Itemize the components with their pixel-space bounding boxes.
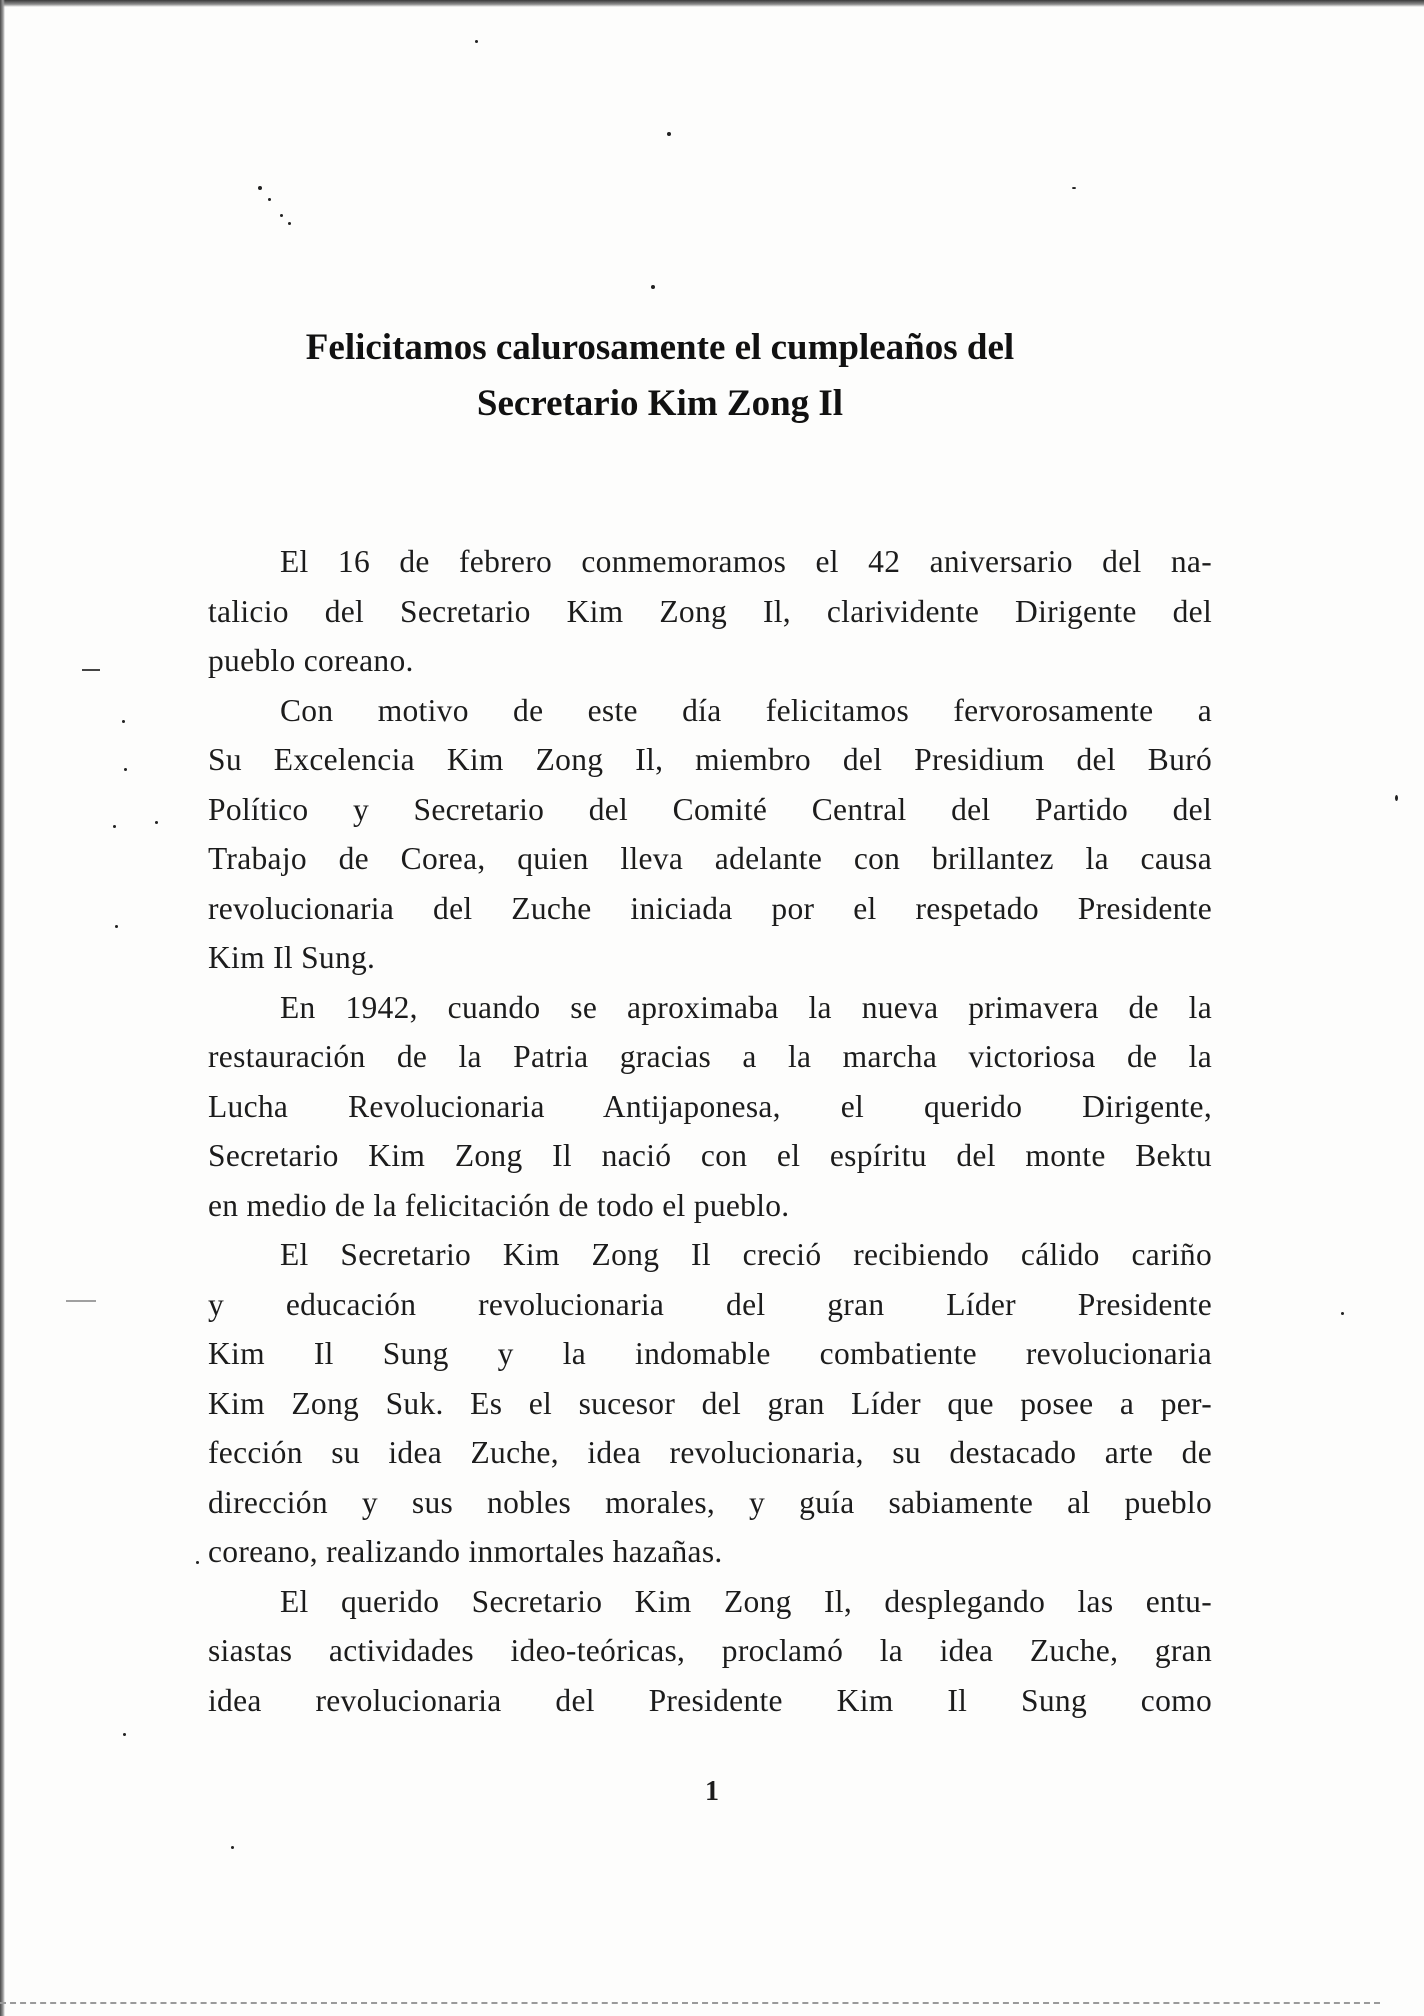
paragraph-line: Su Excelencia Kim Zong Il, miembro del Presidium del Buró xyxy=(208,742,1212,777)
paragraph-line: restauración de la Patria gracias a la marcha victoriosa de la xyxy=(208,1039,1212,1074)
scan-speck xyxy=(280,214,283,217)
title-line: Secretario Kim Zong Il xyxy=(476,383,844,424)
scan-speck xyxy=(268,198,271,201)
scan-mark xyxy=(66,1300,96,1302)
scan-speck xyxy=(124,768,127,771)
scan-speck xyxy=(1341,1312,1344,1315)
paragraph-line: Con motivo de este día felicitamos fervorosamente a xyxy=(280,692,1212,728)
paragraph-line: El querido Secretario Kim Zong Il, desplegando las entu- xyxy=(280,1583,1212,1619)
paragraph-line: Político y Secretario del Comité Central del Partido del xyxy=(208,791,1212,827)
paragraph-line: Lucha Revolucionaria Antijaponesa, el querido Dirigente, xyxy=(208,1088,1212,1124)
paragraph-line: coreano, realizando inmortales hazañas. xyxy=(208,1534,723,1569)
paragraph-line: en medio de la felicitación de todo el pueblo. xyxy=(208,1187,790,1223)
scan-speck xyxy=(1072,187,1076,189)
scan-speck xyxy=(1395,795,1398,801)
paragraph-line: Kim Il Sung. xyxy=(208,940,376,975)
paragraph-line: Kim Zong Suk. Es el sucesor del gran Líder que posee a per- xyxy=(208,1385,1212,1421)
paragraph-line: Kim Il Sung y la indomable combatiente revolucionaria xyxy=(208,1336,1212,1371)
paragraph-line: El 16 de febrero conmemoramos el 42 aniversario del na- xyxy=(280,544,1212,579)
paragraph-line: pueblo coreano. xyxy=(208,643,414,678)
body-text xyxy=(208,537,1212,1725)
scan-speck xyxy=(155,821,158,824)
paragraph-line: dirección y sus nobles morales, y guía sabiamente al pueblo xyxy=(208,1484,1212,1520)
scan-speck xyxy=(113,825,116,828)
scan-speck xyxy=(288,222,291,225)
paragraph-line: Secretario Kim Zong Il nació con el espíritu del monte Bektu xyxy=(208,1138,1212,1173)
paragraph-line: y educación revolucionaria del gran Líder Presidente xyxy=(208,1286,1212,1322)
scan-speck xyxy=(475,40,478,43)
scan-speck xyxy=(651,285,655,289)
scan-speck xyxy=(115,925,118,928)
paragraph-line: Trabajo de Corea, quien lleva adelante con brillantez la causa xyxy=(208,841,1212,876)
scan-edge-left xyxy=(0,0,5,2016)
paragraph-line: revolucionaria del Zuche iniciada por el respetado Presidente xyxy=(208,890,1212,926)
paragraph-line: siastas actividades ideo-teóricas, proclamó la idea Zuche, gran xyxy=(208,1633,1212,1668)
paragraph-line: En 1942, cuando se aproximaba la nueva primavera de la xyxy=(280,989,1212,1025)
document-title xyxy=(200,320,1120,432)
scan-speck xyxy=(231,1846,234,1849)
paragraph-line: talicio del Secretario Kim Zong Il, clarividente Dirigente del xyxy=(208,593,1212,629)
paragraph-line: El Secretario Kim Zong Il creció recibiendo cálido cariño xyxy=(280,1237,1212,1272)
scan-speck xyxy=(123,1733,126,1736)
scan-edge-top xyxy=(0,0,1424,7)
scan-speck xyxy=(196,1561,199,1564)
scan-speck xyxy=(122,720,125,723)
scan-speck xyxy=(258,186,262,190)
paragraph-line: fección su idea Zuche, idea revolucionaria, su destacado arte de xyxy=(208,1435,1212,1470)
scan-mark xyxy=(82,669,100,671)
title-line: Felicitamos calurosamente el cumpleaños del xyxy=(305,327,1015,368)
scan-edge-bottom xyxy=(0,2002,1380,2004)
paragraph-line: idea revolucionaria del Presidente Kim Il Sung como xyxy=(208,1682,1212,1718)
scan-speck xyxy=(667,132,671,136)
page-number: 1 xyxy=(705,1776,719,1807)
